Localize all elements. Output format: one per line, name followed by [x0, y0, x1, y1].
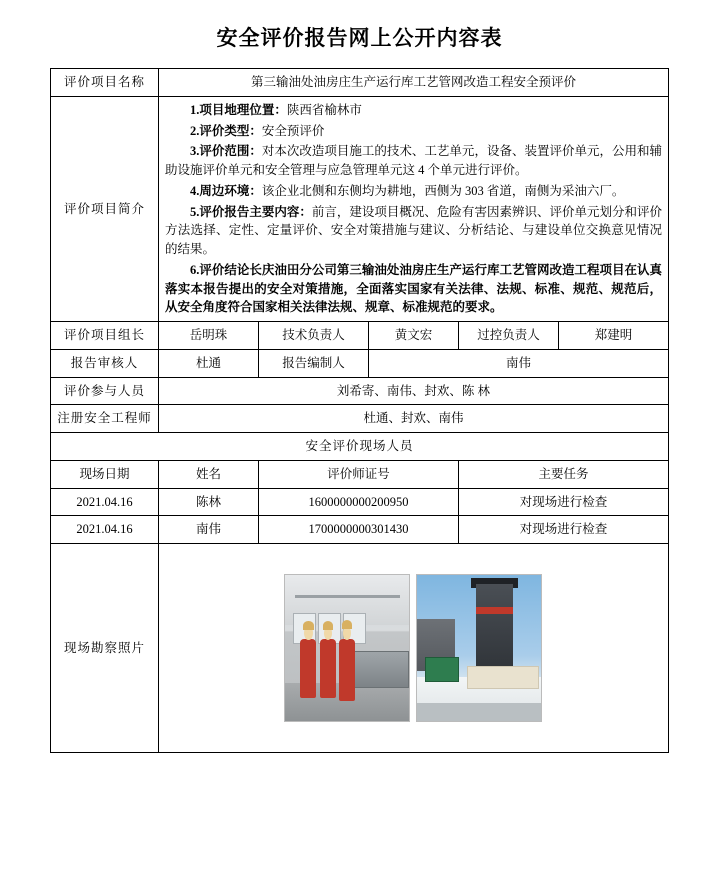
- summary-item-head: 周边环境：: [199, 183, 262, 198]
- summary-item-text: 安全预评价: [261, 123, 325, 138]
- reviewer-value: 杜通: [158, 349, 258, 377]
- summary-item: [165, 203, 662, 259]
- site-photo-outdoor: [416, 574, 542, 722]
- project-name-value: 第三输油处油房庄生产运行库工艺管网改造工程安全预评价: [158, 69, 668, 97]
- table-row: [50, 516, 668, 544]
- engineers-label: 注册安全工程师: [50, 405, 158, 433]
- summary-item-num: 1.: [189, 102, 200, 117]
- onsite-header-name: 姓名: [158, 460, 258, 488]
- engineers-value: 杜通、封欢、南伟: [158, 405, 668, 433]
- table-row-engineers: [50, 405, 668, 433]
- photo-tower-band: [476, 607, 513, 614]
- summary-item-text: 该企业北侧和东侧均为耕地，西侧为 303 省道，南侧为采油六厂。: [261, 183, 625, 198]
- onsite-name: 南伟: [158, 516, 258, 544]
- summary-item-head: 项目地理位置：: [199, 102, 287, 117]
- team-leader-label: 评价项目组长: [50, 322, 158, 350]
- table-row-team: [50, 322, 668, 350]
- summary-item-num: 5.: [189, 204, 200, 219]
- photo-worker: [320, 639, 336, 697]
- compiler-label: 报告编制人: [258, 349, 368, 377]
- summary-item-head: 评价报告主要内容：: [199, 204, 312, 219]
- photos-label: 现场勘察照片: [50, 544, 158, 753]
- summary-item-text: 评价结论长庆油田分公司第三输油处油房庄生产运行库工艺管网改造工程项目在认真落实本报告提出的安全对策措施，全面落实国家有关法律、法规、标准、规范、规范后，从安全角度符合国家相关法律法规、规章、标准规范的要求。: [164, 262, 663, 315]
- summary-item-num: 2.: [189, 123, 200, 138]
- summary-label: 评价项目简介: [50, 96, 158, 321]
- photo-worker: [339, 639, 355, 700]
- table-row-photos: [50, 544, 668, 753]
- summary-item-head: 评价类型：: [199, 123, 262, 138]
- onsite-date: 2021.04.16: [50, 488, 158, 516]
- table-row-summary: [50, 96, 668, 321]
- summary-item: [165, 122, 662, 141]
- reviewer-label: 报告审核人: [50, 349, 158, 377]
- photo-green-sign: [425, 657, 459, 682]
- tech-leader-label: 技术负责人: [258, 322, 368, 350]
- onsite-date: 2021.04.16: [50, 516, 158, 544]
- process-leader-label: 过控负责人: [458, 322, 558, 350]
- process-leader-value: 郑建明: [558, 322, 668, 350]
- photo-tower: [476, 584, 513, 675]
- onsite-cert: 1600000000200950: [258, 488, 458, 516]
- summary-item-num: 4.: [189, 183, 200, 198]
- table-row-participants: [50, 377, 668, 405]
- compiler-value: 南伟: [368, 349, 668, 377]
- photo-bags: [467, 666, 538, 688]
- onsite-header-cert: 评价师证号: [258, 460, 458, 488]
- photo-equipment: [347, 651, 409, 688]
- summary-item-text: 前言，建设项目概况、危险有害因素辨识、评价单元划分和评价方法选择、定性、定量评价、安全对策措施与建议、分析结论、与建设单位交换意见情况的结果。: [164, 204, 663, 256]
- summary-item-num: 3.: [189, 144, 200, 159]
- team-leader-value: 岳明珠: [158, 322, 258, 350]
- summary-content: [158, 96, 668, 321]
- tech-leader-value: 黄文宏: [368, 322, 458, 350]
- summary-item-text: 陕西省榆林市: [286, 102, 362, 117]
- photos-cell: [158, 544, 668, 753]
- table-row-reviewer: [50, 349, 668, 377]
- summary-item-text: 对本次改造项目施工的技术、工艺单元，设备、装置评价单元，公用和辅助设施评价单元和安全管理与应急管理单元这 4 个单元进行评价。: [164, 144, 662, 177]
- photo-road: [417, 703, 541, 721]
- table-row-onsite-headers: [50, 460, 668, 488]
- onsite-header-task: 主要任务: [458, 460, 668, 488]
- onsite-header-date: 现场日期: [50, 460, 158, 488]
- onsite-name: 陈林: [158, 488, 258, 516]
- site-photo-indoor: [284, 574, 410, 722]
- summary-item: [165, 142, 662, 180]
- photo-worker: [300, 639, 316, 697]
- summary-item: [165, 261, 662, 317]
- table-row-project-name: [50, 69, 668, 97]
- summary-item: [165, 101, 662, 120]
- summary-item: [165, 182, 662, 201]
- onsite-section-label: 安全评价现场人员: [50, 433, 668, 461]
- photo-gallery: [165, 574, 662, 722]
- onsite-cert: 1700000000301430: [258, 516, 458, 544]
- onsite-task: 对现场进行检查: [458, 488, 668, 516]
- summary-item-num: 6.: [189, 262, 200, 277]
- summary-item-head: 评价范围：: [199, 144, 262, 159]
- page-title: 安全评价报告网上公开内容表: [216, 26, 503, 50]
- photo-beam: [295, 595, 399, 598]
- project-name-label: 评价项目名称: [50, 69, 158, 97]
- participants-value: 刘希寄、南伟、封欢、陈 林: [158, 377, 668, 405]
- table-row: [50, 488, 668, 516]
- participants-label: 评价参与人员: [50, 377, 158, 405]
- public-content-table: [50, 68, 669, 753]
- table-row-onsite-section: [50, 433, 668, 461]
- document-page: [0, 22, 719, 888]
- onsite-task: 对现场进行检查: [458, 516, 668, 544]
